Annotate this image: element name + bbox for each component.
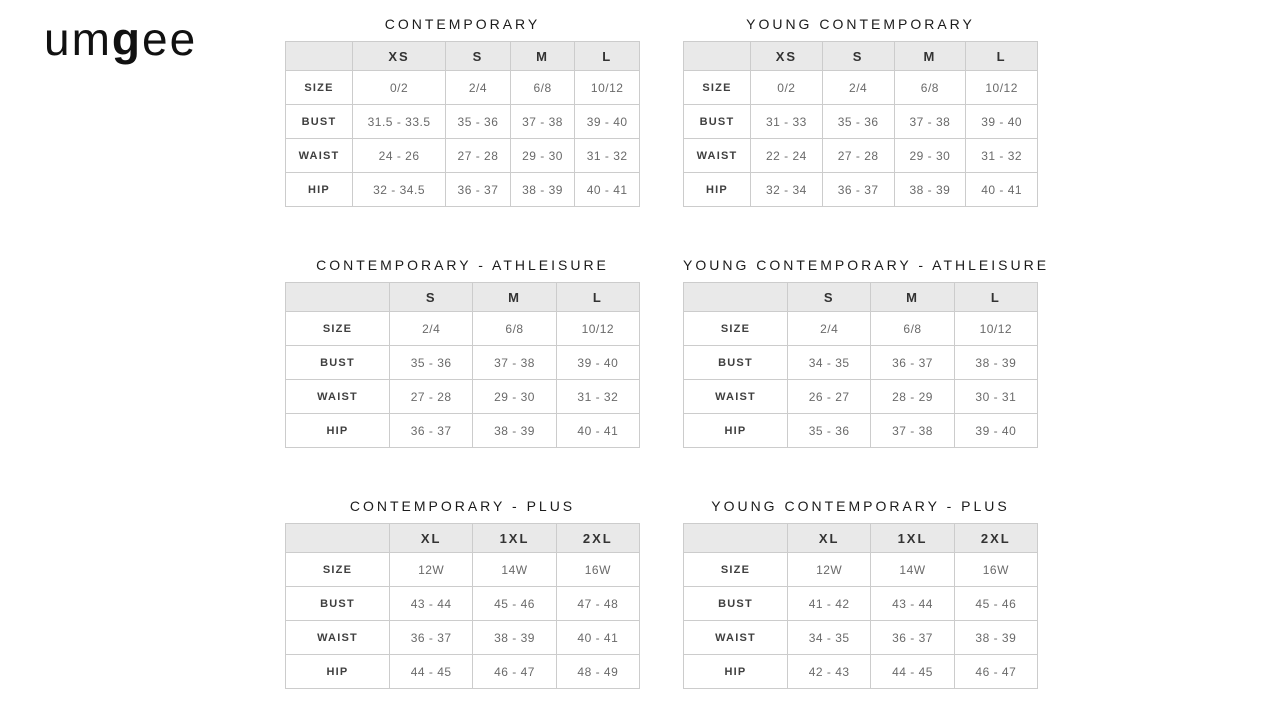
row-label-cell: SIZE (286, 312, 390, 346)
column-header-cell: XL (390, 524, 473, 553)
corner-cell (286, 42, 353, 71)
value-cell: 16W (556, 553, 639, 587)
value-cell: 29 - 30 (510, 139, 575, 173)
value-cell: 0/2 (751, 71, 823, 105)
corner-cell (684, 283, 788, 312)
value-cell: 32 - 34 (751, 173, 823, 207)
value-cell: 12W (788, 553, 871, 587)
row-label-cell: BUST (684, 105, 751, 139)
value-cell: 31 - 32 (575, 139, 640, 173)
row-label-cell: BUST (286, 346, 390, 380)
value-cell: 37 - 38 (871, 414, 954, 448)
value-cell: 10/12 (556, 312, 639, 346)
value-cell: 35 - 36 (446, 105, 511, 139)
table-row (286, 587, 640, 621)
row-label-cell: BUST (286, 105, 353, 139)
value-cell: 35 - 36 (822, 105, 894, 139)
value-cell: 35 - 36 (390, 346, 473, 380)
value-cell: 45 - 46 (954, 587, 1037, 621)
logo-text-g: g (111, 13, 143, 65)
size-chart-title: CONTEMPORARY - PLUS (349, 498, 576, 514)
column-header-cell: M (473, 283, 556, 312)
table-row (286, 139, 640, 173)
value-cell: 31 - 32 (966, 139, 1038, 173)
corner-cell (684, 42, 751, 71)
value-cell: 38 - 39 (473, 414, 556, 448)
value-cell: 2/4 (822, 71, 894, 105)
value-cell: 40 - 41 (966, 173, 1038, 207)
size-table-header-row (684, 42, 1038, 71)
column-header-cell: S (446, 42, 511, 71)
table-row (684, 380, 1038, 414)
value-cell: 34 - 35 (788, 621, 871, 655)
value-cell: 44 - 45 (871, 655, 954, 689)
column-header-cell: L (954, 283, 1037, 312)
value-cell: 37 - 38 (894, 105, 966, 139)
value-cell: 27 - 28 (446, 139, 511, 173)
value-cell: 10/12 (966, 71, 1038, 105)
value-cell: 34 - 35 (788, 346, 871, 380)
size-chart-title: YOUNG CONTEMPORARY - ATHLEISURE (683, 257, 1050, 273)
table-row (684, 173, 1038, 207)
table-row (286, 105, 640, 139)
size-table-header-row (684, 283, 1038, 312)
table-row (684, 346, 1038, 380)
row-label-cell: SIZE (286, 71, 353, 105)
value-cell: 2/4 (788, 312, 871, 346)
value-cell: 6/8 (473, 312, 556, 346)
row-label-cell: SIZE (684, 553, 788, 587)
row-label-cell: WAIST (684, 380, 788, 414)
value-cell: 39 - 40 (966, 105, 1038, 139)
value-cell: 41 - 42 (788, 587, 871, 621)
table-row (684, 621, 1038, 655)
value-cell: 43 - 44 (871, 587, 954, 621)
value-cell: 30 - 31 (954, 380, 1037, 414)
value-cell: 36 - 37 (871, 346, 954, 380)
value-cell: 27 - 28 (390, 380, 473, 414)
value-cell: 29 - 30 (894, 139, 966, 173)
size-table (285, 41, 640, 207)
value-cell: 37 - 38 (510, 105, 575, 139)
size-chart-title: YOUNG CONTEMPORARY (746, 16, 975, 32)
value-cell: 45 - 46 (473, 587, 556, 621)
value-cell: 36 - 37 (390, 414, 473, 448)
column-header-cell: S (390, 283, 473, 312)
table-row (684, 105, 1038, 139)
value-cell: 38 - 39 (894, 173, 966, 207)
value-cell: 31 - 32 (556, 380, 639, 414)
table-row (684, 71, 1038, 105)
logo-text-um: um (44, 13, 112, 65)
column-header-cell: S (822, 42, 894, 71)
value-cell: 36 - 37 (390, 621, 473, 655)
size-table-header-row (286, 524, 640, 553)
table-row (684, 414, 1038, 448)
table-row (684, 655, 1038, 689)
value-cell: 6/8 (894, 71, 966, 105)
column-header-cell: XL (788, 524, 871, 553)
table-row (286, 553, 640, 587)
column-header-cell: M (894, 42, 966, 71)
table-row (684, 139, 1038, 173)
column-header-cell: M (871, 283, 954, 312)
corner-cell (286, 283, 390, 312)
table-row (286, 414, 640, 448)
table-row (286, 71, 640, 105)
row-label-cell: HIP (684, 414, 788, 448)
row-label-cell: HIP (286, 414, 390, 448)
size-table-header-row (286, 42, 640, 71)
size-table (683, 41, 1038, 207)
value-cell: 38 - 39 (473, 621, 556, 655)
table-row (684, 312, 1038, 346)
table-row (684, 553, 1038, 587)
column-header-cell: 2XL (556, 524, 639, 553)
corner-cell (286, 524, 390, 553)
size-chart-section (683, 16, 1038, 207)
value-cell: 14W (473, 553, 556, 587)
column-header-cell: 1XL (871, 524, 954, 553)
size-table-header-row (286, 283, 640, 312)
size-table-header-row (684, 524, 1038, 553)
row-label-cell: HIP (286, 173, 353, 207)
column-header-cell: 1XL (473, 524, 556, 553)
value-cell: 2/4 (390, 312, 473, 346)
value-cell: 31.5 - 33.5 (353, 105, 446, 139)
value-cell: 22 - 24 (751, 139, 823, 173)
table-row (286, 173, 640, 207)
value-cell: 10/12 (954, 312, 1037, 346)
size-chart-section (683, 257, 1050, 448)
row-label-cell: WAIST (684, 139, 751, 173)
value-cell: 6/8 (510, 71, 575, 105)
table-row (286, 312, 640, 346)
row-label-cell: SIZE (684, 71, 751, 105)
size-chart-section (285, 257, 640, 448)
column-header-cell: L (966, 42, 1038, 71)
column-header-cell: XS (751, 42, 823, 71)
value-cell: 39 - 40 (556, 346, 639, 380)
size-table (683, 282, 1038, 448)
column-header-cell: M (510, 42, 575, 71)
value-cell: 38 - 39 (510, 173, 575, 207)
value-cell: 42 - 43 (788, 655, 871, 689)
table-row (684, 587, 1038, 621)
value-cell: 29 - 30 (473, 380, 556, 414)
size-chart-title: CONTEMPORARY (384, 16, 541, 32)
value-cell: 39 - 40 (575, 105, 640, 139)
size-table (285, 282, 640, 448)
size-table (683, 523, 1038, 689)
value-cell: 44 - 45 (390, 655, 473, 689)
value-cell: 46 - 47 (954, 655, 1037, 689)
table-row (286, 621, 640, 655)
value-cell: 40 - 41 (556, 621, 639, 655)
row-label-cell: WAIST (286, 139, 353, 173)
table-row (286, 655, 640, 689)
value-cell: 36 - 37 (871, 621, 954, 655)
value-cell: 28 - 29 (871, 380, 954, 414)
value-cell: 14W (871, 553, 954, 587)
row-label-cell: WAIST (286, 621, 390, 655)
value-cell: 12W (390, 553, 473, 587)
value-cell: 38 - 39 (954, 621, 1037, 655)
value-cell: 2/4 (446, 71, 511, 105)
value-cell: 40 - 41 (556, 414, 639, 448)
row-label-cell: BUST (286, 587, 390, 621)
value-cell: 31 - 33 (751, 105, 823, 139)
size-table (285, 523, 640, 689)
row-label-cell: SIZE (286, 553, 390, 587)
value-cell: 39 - 40 (954, 414, 1037, 448)
size-chart-section (683, 498, 1038, 689)
row-label-cell: BUST (684, 587, 788, 621)
table-row (286, 380, 640, 414)
size-chart-section (285, 16, 640, 207)
value-cell: 40 - 41 (575, 173, 640, 207)
value-cell: 6/8 (871, 312, 954, 346)
row-label-cell: WAIST (684, 621, 788, 655)
value-cell: 10/12 (575, 71, 640, 105)
value-cell: 47 - 48 (556, 587, 639, 621)
value-cell: 46 - 47 (473, 655, 556, 689)
value-cell: 43 - 44 (390, 587, 473, 621)
corner-cell (684, 524, 788, 553)
value-cell: 36 - 37 (446, 173, 511, 207)
column-header-cell: 2XL (954, 524, 1037, 553)
table-row (286, 346, 640, 380)
column-header-cell: S (788, 283, 871, 312)
value-cell: 35 - 36 (788, 414, 871, 448)
size-charts-grid (285, 16, 1050, 689)
logo-text-ee: ee (142, 13, 198, 65)
row-label-cell: HIP (286, 655, 390, 689)
row-label-cell: BUST (684, 346, 788, 380)
value-cell: 36 - 37 (822, 173, 894, 207)
row-label-cell: HIP (684, 655, 788, 689)
column-header-cell: L (556, 283, 639, 312)
value-cell: 16W (954, 553, 1037, 587)
size-chart-title: YOUNG CONTEMPORARY - PLUS (711, 498, 1010, 514)
value-cell: 38 - 39 (954, 346, 1037, 380)
value-cell: 48 - 49 (556, 655, 639, 689)
brand-logo (44, 14, 197, 65)
column-header-cell: XS (353, 42, 446, 71)
value-cell: 0/2 (353, 71, 446, 105)
value-cell: 32 - 34.5 (353, 173, 446, 207)
column-header-cell: L (575, 42, 640, 71)
size-chart-title: CONTEMPORARY - ATHLEISURE (316, 257, 609, 273)
value-cell: 26 - 27 (788, 380, 871, 414)
row-label-cell: WAIST (286, 380, 390, 414)
row-label-cell: SIZE (684, 312, 788, 346)
row-label-cell: HIP (684, 173, 751, 207)
value-cell: 27 - 28 (822, 139, 894, 173)
value-cell: 24 - 26 (353, 139, 446, 173)
size-chart-section (285, 498, 640, 689)
value-cell: 37 - 38 (473, 346, 556, 380)
